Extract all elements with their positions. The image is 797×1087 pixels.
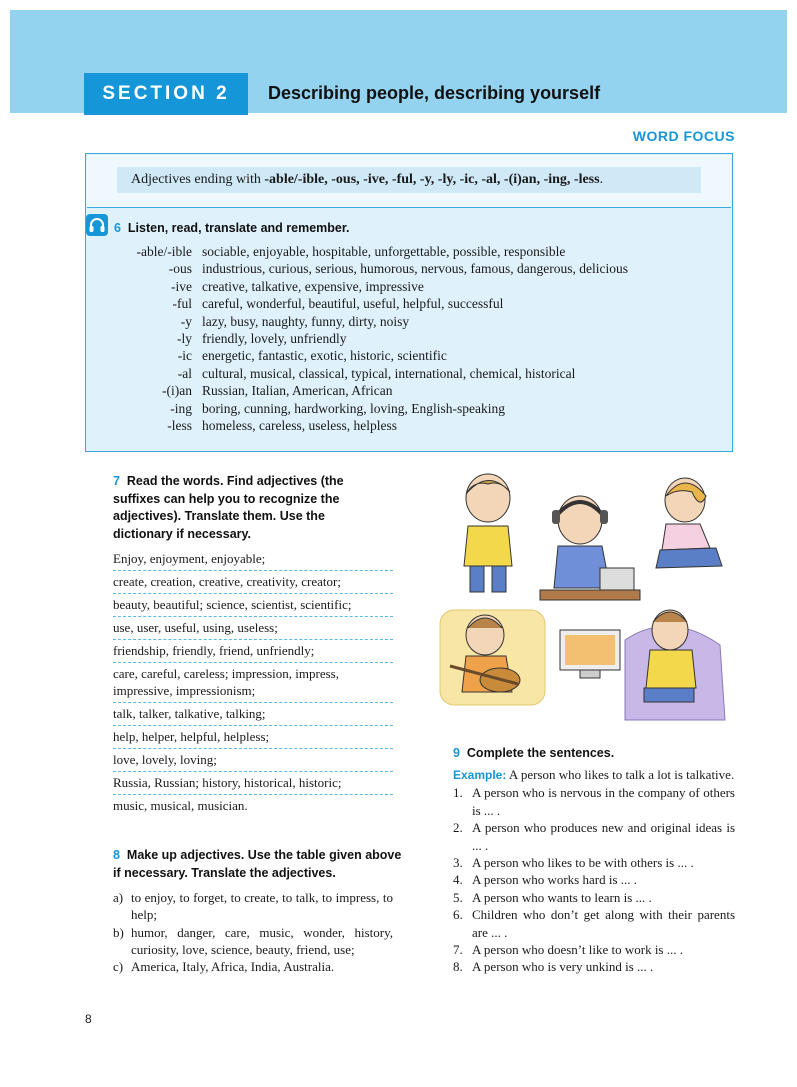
exercise-8-title-text: Make up adjectives. Use the table given above if necessary. Translate the adjectives. [113,848,402,880]
adjectives-pill [117,167,701,193]
suffix: -ly [177,330,192,346]
suffix: -ic [177,348,192,364]
sentence-item [453,906,735,941]
focus-header [87,155,731,208]
list-item [113,924,393,959]
sentence-item [453,784,735,819]
page-title: Describing people, describing yourself [268,83,601,103]
sentence-item [453,958,735,975]
suffix-row [86,347,628,364]
sentence-item [453,819,735,854]
word-line: talk, talker, talkative, talking; [113,703,393,726]
exercise-9-title-text: Complete the sentences. [466,746,615,760]
suffix-examples: sociable, enjoyable, hospitable, unforgettable, possible, responsible [202,244,566,259]
suffix-row [86,417,628,434]
suffix-examples: energetic, fantastic, exotic, historic, scientific [202,348,447,364]
exercise-8-list [113,889,393,975]
list-item [113,958,393,975]
suffix-examples: cultural, musical, classical, typical, international, chemical, historical [202,365,576,381]
sentence-number: 4. [453,872,463,888]
exercise-8-title [113,847,403,882]
suffix-examples: lazy, busy, naughty, funny, dirty, noisy [202,313,410,329]
suffix: -(i)an [162,383,192,399]
item-text: America, Italy, Africa, India, Australia. [131,959,335,975]
word-line: create, creation, creative, creativity, creator; [113,571,393,594]
sentence-number: 2. [453,820,463,836]
word-line: friendship, friendly, friend, unfriendly; [113,640,393,663]
suffix-table [86,243,628,434]
suffix: -ing [170,400,192,416]
word-focus-box [85,153,733,452]
list-item [113,889,393,924]
suffix-examples: homeless, careless, useless, helpless [202,417,397,433]
example-label: Example: [453,768,507,782]
example-text: A person who likes to talk a lot is talkative. [506,767,735,782]
headphones-icon[interactable] [86,214,108,236]
exercise-7-number: 7 [113,474,120,488]
word-line: care, careful, careless; impression, impress, impressive, impressionism; [113,663,393,703]
suffix-examples: careful, wonderful, beautiful, useful, helpful, successful [202,296,504,312]
sentence-item [453,941,735,958]
sentence-text: A person who is very unkind is ... . [472,959,654,975]
exercise-6-number: 6 [114,221,121,235]
suffix-examples: industrious, curious, serious, humorous, nervous, famous, dangerous, delicious [202,261,628,277]
suffix-examples: boring, cunning, hardworking, loving, English-speaking [202,400,505,416]
item-label: a) [113,890,124,905]
exercise-8-number: 8 [113,848,120,862]
word-line: Russia, Russian; history, historical, historic; [113,772,393,795]
exercise-9-number: 9 [453,746,460,760]
exercise-6-title [114,221,350,235]
suffix: -ive [171,278,192,294]
sentence-text: A person who works hard is ... . [472,872,638,888]
sentence-text: A person who wants to learn is ... . [472,889,652,905]
sentence-text: A person who likes to be with others is ... . [472,855,694,871]
sentence-text: A person who doesn’t like to work is ... . [472,942,683,958]
exercise-9-body [453,766,735,976]
suffix: -able/-ible [136,244,192,259]
suffix-row [86,365,628,382]
word-line: music, musical, musician. [113,798,248,813]
suffix-examples: friendly, lovely, unfriendly [202,330,347,346]
exercise-7-title-text: Read the words. Find adjectives (the suffixes can help you to recognize the adjectives). Translate them. Use the dictionary if necessary. [113,474,344,541]
adjectives-prefix: Adjectives ending with [131,172,265,187]
suffix: -ful [172,296,192,312]
word-line: love, lovely, loving; [113,749,393,772]
item-label: b) [113,924,124,940]
sentence-item [453,871,735,888]
word-line: beauty, beautiful; science, scientist, scientific; [113,594,393,617]
suffix: -less [167,417,192,433]
word-line: Enjoy, enjoyment, enjoyable; [113,548,393,571]
word-focus-label: WORD FOCUS [632,128,735,144]
suffix-row [86,260,628,277]
sentence-number: 3. [453,855,463,871]
exercise-9-example [453,766,735,784]
item-text: humor, danger, care, music, wonder, history, curiosity, love, science, beauty, friend, use; [131,924,393,957]
item-text: to enjoy, to forget, to create, to talk, to impress, to help; [131,890,393,923]
suffix-row [86,295,628,312]
section-label: SECTION 2 [84,73,248,115]
suffix-row [86,278,628,295]
suffix-row [86,330,628,347]
suffix: -y [180,313,192,329]
item-label: c) [113,959,124,975]
suffix-row [86,243,628,260]
suffix: -ous [168,261,192,277]
sentence-text: Children who don’t get along with their parents are ... . [472,907,735,940]
illustration-people [430,470,735,738]
exercise-6-title-text: Listen, read, translate and remember. [127,221,350,235]
suffix-row [86,400,628,417]
sentence-item [453,889,735,906]
sentence-number: 8. [453,959,463,975]
exercise-9-list [453,784,735,975]
adjectives-suffixes: -able/-ible, -ous, -ive, -ful, -y, -ly, -ic, -al, -(i)an, -ing, -less [264,172,600,187]
sentence-number: 6. [453,907,463,923]
suffix-row [86,313,628,330]
suffix-examples: creative, talkative, expensive, impressive [202,278,424,294]
exercise-7-title [113,473,363,543]
sentence-number: 1. [453,785,463,801]
suffix: -al [177,365,192,381]
suffix-row [86,382,628,399]
word-line: help, helper, helpful, helpless; [113,726,393,749]
sentence-number: 7. [453,942,463,958]
sentence-item [453,854,735,871]
suffix-examples: Russian, Italian, American, African [202,383,393,399]
sentence-text: A person who produces new and original ideas is ... . [472,820,735,853]
exercise-9-title [453,746,614,760]
page-number: 8 [85,1012,92,1026]
adjectives-end: . [599,172,604,187]
sentence-number: 5. [453,889,463,905]
word-line: use, user, useful, using, useless; [113,617,393,640]
sentence-text: A person who is nervous in the company of others is ... . [472,785,735,818]
exercise-7-word-lines [113,548,393,817]
